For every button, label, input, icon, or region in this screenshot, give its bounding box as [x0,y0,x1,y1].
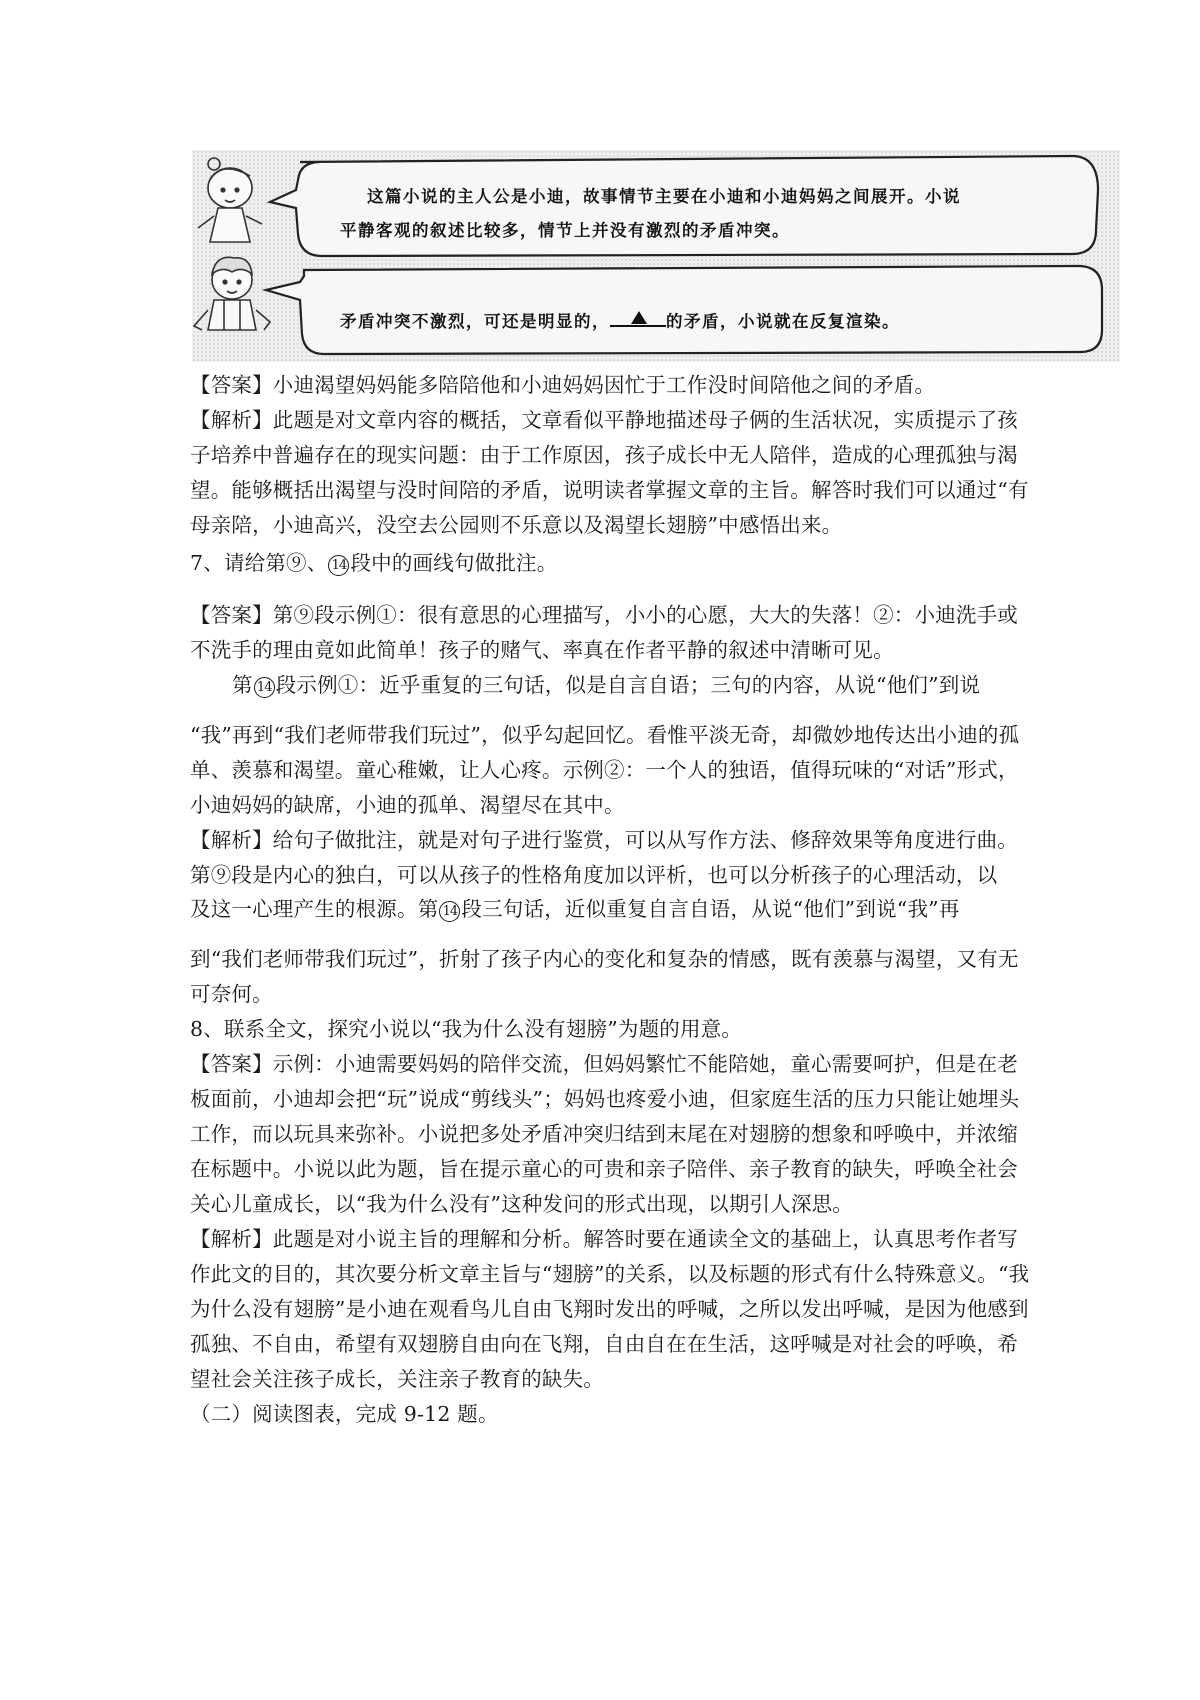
q7-analysis1: 【解析】给句子做批注，就是对句子进行鉴赏，可以从写作方法、修辞效果等角度进行曲。第⑨段是内心的独白，可以从孩子的性格角度加以评析，也可以分析孩子的心理活动，以 [190,828,1018,887]
q6-block [190,368,1030,543]
dialogue-illustration [192,150,1120,362]
q7-analysis2 [190,892,1030,927]
q7-question-before: 7、请给第⑨、 [190,551,328,575]
q7-example-line [190,668,1030,703]
triangle-icon [631,311,647,324]
boy-icon [194,257,270,330]
circled-number-14: 14 [328,555,349,576]
circled-number-14: 14 [439,901,460,922]
q6-answer: 【答案】小迪渴望妈妈能多陪陪他和小迪妈妈因忙于工作没时间陪他之间的矛盾。 [190,373,936,397]
q7-analysis3: 到“我们老师带我们玩过”，折射了孩子内心的变化和复杂的情感，既有羡慕与渴望，又有无可奈何。 [190,947,1019,1006]
girl-icon [198,158,262,242]
section2-heading: （二）阅读图表，完成 9-12 题。 [190,1402,499,1426]
q7-example-after: 段示例①：近乎重复的三句话，似是自言自语；三句的内容，从说“他们”到说 [275,673,981,697]
q8-question: 8、联系全文，探究小说以“我为什么没有翅膀”为题的用意。 [190,1017,743,1041]
q8-block [190,1012,1030,1432]
answer-blank [610,311,666,327]
q8-analysis: 【解析】此题是对小说主旨的理解和分析。解答时要在通读全文的基础上，认真思考作者写作此文的目的，其次要分析文章主旨与“翅膀”的关系，以及标题的形式有什么特殊意义。“我为什么没有翅膀”是小迪在观看鸟儿自由飞翔时发出的呼喊，之所以发出呼喊，是因为他感到孤独、不自由，希望有双翅膀自由向在飞翔，自由自在在生活，这呼喊是对社会的呼唤，希望社会关注孩子成长，关注亲子教育的缺失。 [190,1227,1030,1391]
q7-analysis2-before: 及这一心理产生的根源。第 [190,897,439,921]
q7-example-before: 第 [232,673,253,697]
q7-example-cont: “我”再到“我们老师带我们玩过”，似乎勾起回忆。看惟平淡无奇，却微妙地传达出小迪的孤单、羡慕和渴望。童心稚嫩，让人心疼。示例②：一个人的独语，值得玩味的“对话”形式，小迪妈妈的缺席，小迪的孤单、渴望尽在其中。 [190,723,1020,817]
q7-question [190,546,1030,581]
q7-analysis2-after: 段三句话，近似重复自言自语，从说“他们”到说“我”再 [461,897,960,921]
q6-analysis: 【解析】此题是对文章内容的概括，文章看似平静地描述母子俩的生活状况，实质提示了孩子培养中普遍存在的现实问题：由于工作原因，孩子成长中无人陪伴，造成的心理孤独与渴望。能够概括出渴望与没时间陪的矛盾，说明读者掌握文章的主旨。解答时我们可以通过“有母亲陪，小迪高兴，没空去公园则不乐意以及渴望长翅膀”中感悟出来。 [190,408,1029,537]
bubble1-line1: 这篇小说的主人公是小迪，故事情节主要在小迪和小迪妈妈之间展开。小说 [367,187,961,206]
q7-answer: 【答案】第⑨段示例①：很有意思的心理描写，小小的心愿，大大的失落！②：小迪洗手或不洗手的理由竟如此简单！孩子的赌气、率真在作者平静的叙述中清晰可见。 [190,603,1018,662]
q8-answer: 【答案】示例：小迪需要妈妈的陪伴交流，但妈妈繁忙不能陪她，童心需要呵护，但是在老板面前，小迪却会把“玩”说成“剪线头”；妈妈也疼爱小迪，但家庭生活的压力只能让她埋头工作，而以玩具来弥补。小说把多处矛盾冲突归结到末尾在对翅膀的想象和呼唤中，并浓缩在标题中。小说以此为题，旨在提示童心的可贵和亲子陪伴、亲子教育的缺失，呼唤全社会关心儿童成长，以“我为什么没有”这种发问的形式出现，以期引人深思。 [190,1052,1020,1216]
circled-number-14: 14 [254,677,275,698]
bubble2-after: 的矛盾，小说就在反复渲染。 [666,312,900,331]
bubble2-before: 矛盾冲突不激烈，可还是明显的， [340,312,610,331]
q7-question-after: 段中的画线句做批注。 [350,551,558,575]
bubble2-text [340,308,900,332]
bubble1-line2: 平静客观的叙述比较多，情节上并没有激烈的矛盾冲突。 [340,221,790,240]
